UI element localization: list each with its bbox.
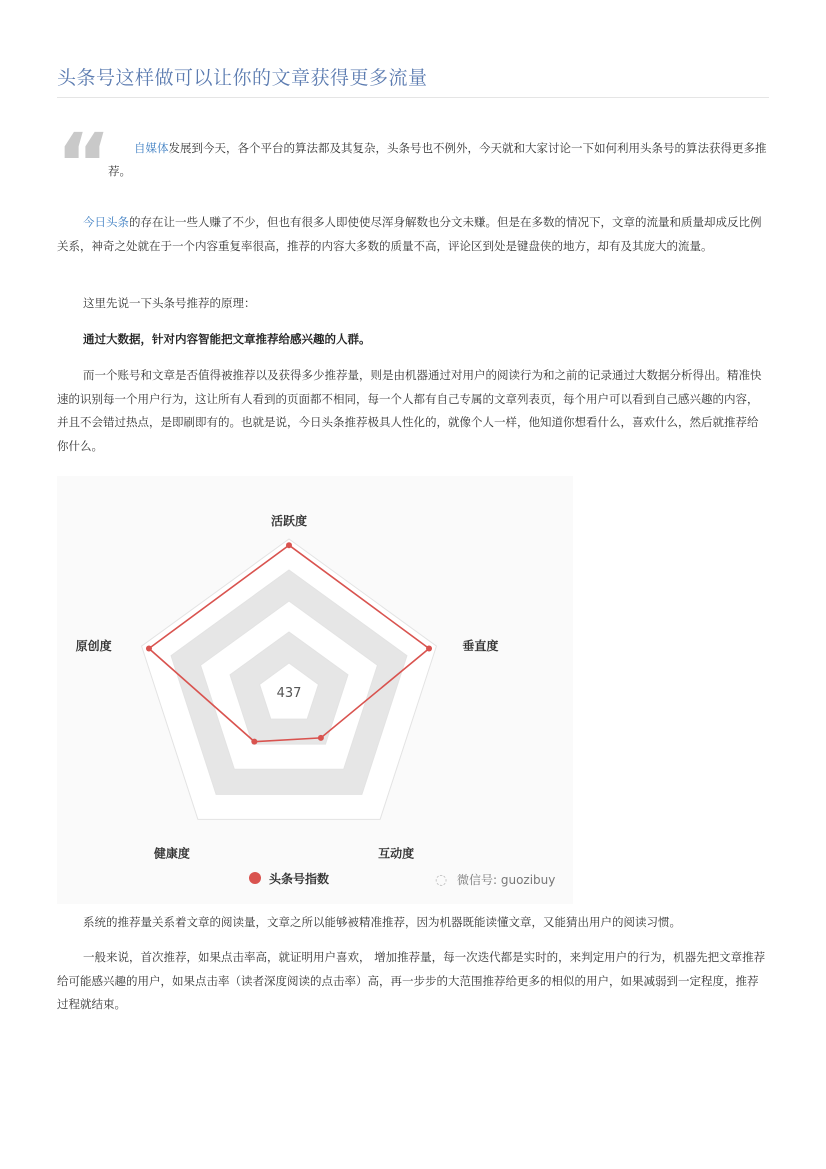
- axis-label-4: 原创度: [75, 639, 112, 654]
- title-divider: [57, 97, 769, 98]
- center-score: 437: [276, 686, 302, 701]
- paragraph-1-text: 的存在让一些人赚了不少，但也有很多人即使使尽浑身解数也分文未赚。但是在多数的情况下，文章的流量和质量却成反比例关系，神奇之处就在于一个内容重复率很高，推荐的内容大多数的质量不高，评论区到处是键盘侠的地方，却有及其庞大的流量。: [57, 215, 762, 253]
- legend-label: 头条号指数: [269, 872, 330, 886]
- paragraph-4: 而一个账号和文章是否值得被推荐以及获得多少推荐量，则是由机器通过对用户的阅读行为和之前的记录通过大数据分析得出。精准快速的识别每一个用户行为，这让所有人看到的页面都不相同，每一个人都有自己专属的文章列表页，每个用户可以看到自己感兴趣的内容，并且不会错过热点，是即刷即有的。也就是说，今日头条推荐极具人性化的，就像个人一样，他知道你想看什么，喜欢什么，然后就推荐给你什么。: [57, 368, 762, 453]
- axis-label-2: 互动度: [378, 846, 415, 861]
- data-point-0: [286, 542, 292, 548]
- data-point-4: [146, 645, 152, 651]
- legend-marker: [249, 872, 261, 884]
- link-toutiao[interactable]: 今日头条: [83, 215, 129, 229]
- paragraph-3-bold: 通过大数据，针对内容智能把文章推荐给感兴趣的人群。: [83, 332, 371, 346]
- intro-quote-text: 发展到今天，各个平台的算法都及其复杂，头条号也不例外，今天就和大家讨论一下如何利用头条号的算法获得更多推荐。: [108, 141, 767, 178]
- data-point-1: [426, 645, 432, 651]
- quote-icon: “: [56, 115, 112, 213]
- axis-label-3: 健康度: [153, 846, 190, 861]
- radar-chart-figure: [57, 476, 573, 904]
- axis-label-1: 垂直度: [462, 639, 499, 654]
- data-point-2: [318, 735, 324, 741]
- paragraph-6: 一般来说，首次推荐，如果点击率高，就证明用户喜欢， 增加推荐量，每一次迭代都是实时的，来判定用户的行为，机器先把文章推荐给可能感兴趣的用户，如果点击率（读者深度阅读的点击率）高，再一步步的大范围推荐给更多的相似的用户，如果减弱到一定程度，推荐过程就结束。: [57, 950, 766, 1011]
- page-title: 头条号这样做可以让你的文章获得更多流量: [57, 67, 428, 89]
- paragraph-2: 这里先说一下头条号推荐的原理：: [83, 296, 256, 310]
- paragraph-1: [57, 211, 769, 258]
- axis-label-0: 活跃度: [270, 514, 308, 528]
- watermark: 微信号: guozibuy: [457, 873, 556, 887]
- data-point-3: [251, 739, 257, 745]
- radar-chart: [57, 476, 573, 904]
- wechat-icon: ◌: [435, 872, 448, 888]
- paragraph-5: 系统的推荐量关系着文章的阅读量，文章之所以能够被精准推荐，因为机器既能读懂文章，又能猜出用户的阅读习惯。: [83, 915, 681, 929]
- link-self-media[interactable]: 自媒体: [134, 141, 169, 155]
- intro-quote: [108, 137, 768, 183]
